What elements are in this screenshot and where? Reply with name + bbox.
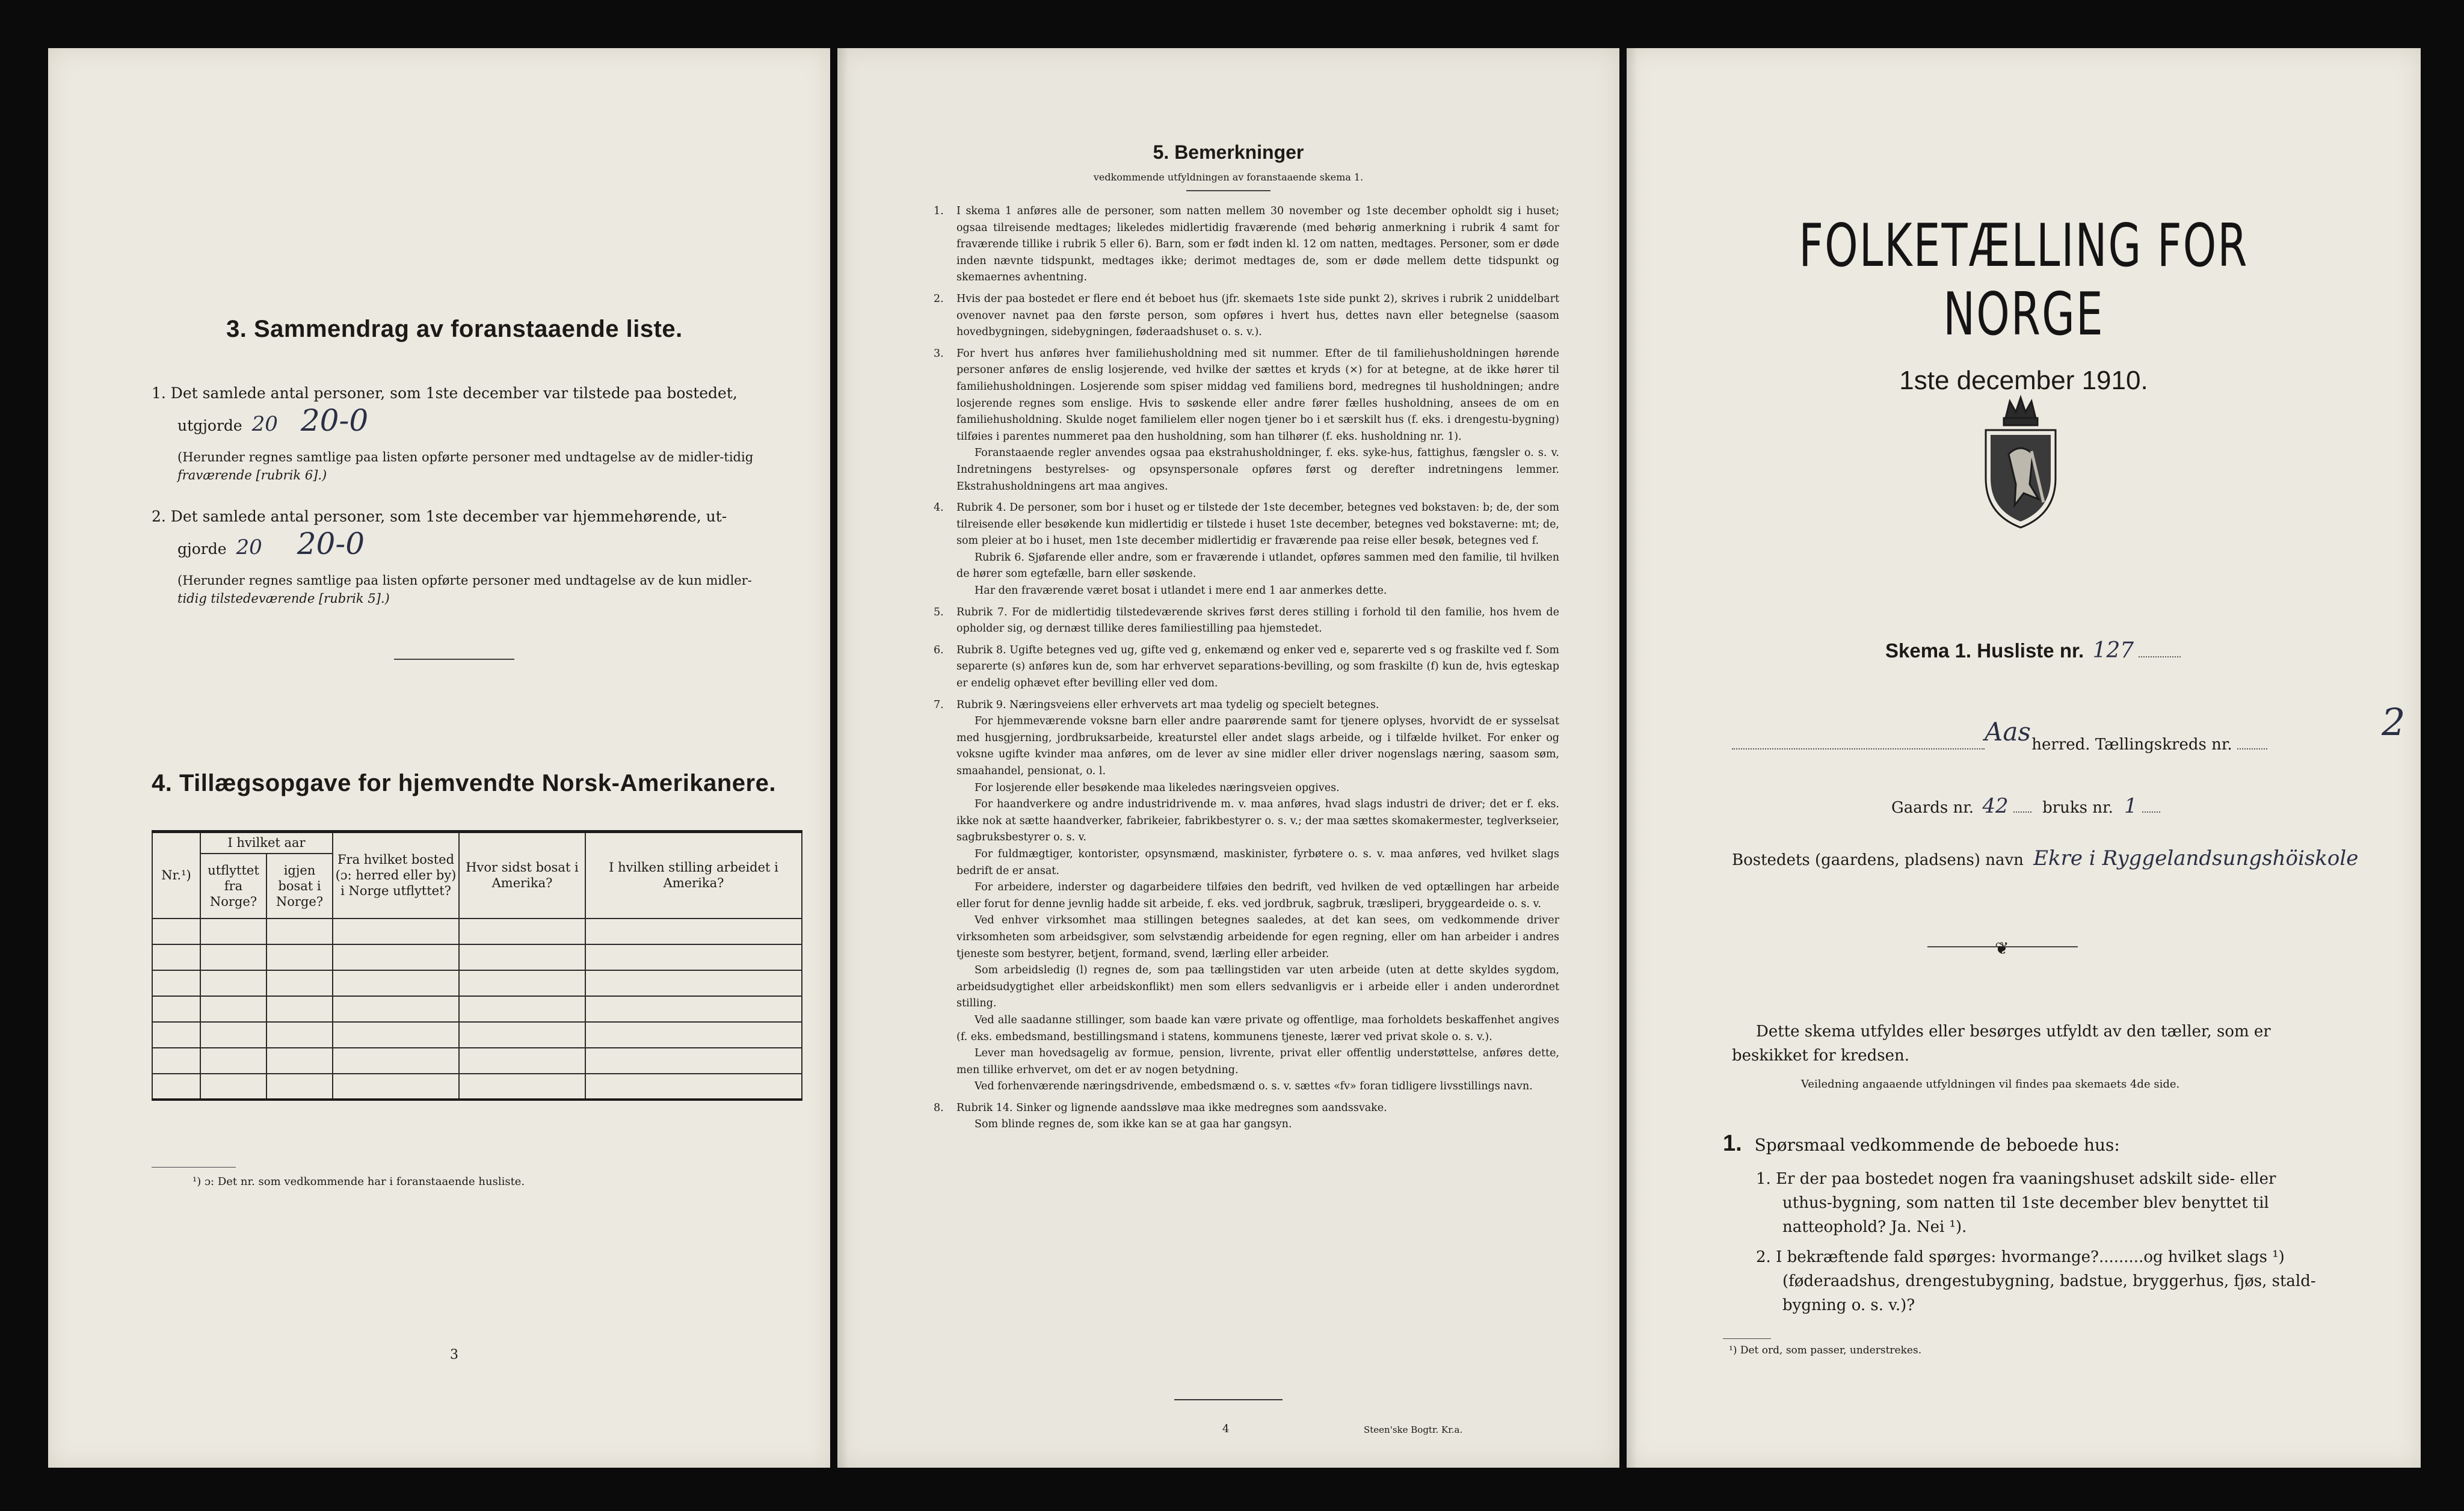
table-row bbox=[152, 1022, 802, 1048]
item-1-handwritten-total: 20-0 bbox=[300, 403, 369, 438]
item-2-utgjorde-row bbox=[177, 526, 779, 568]
husliste-number: 127 bbox=[2092, 638, 2134, 663]
gaards-number: 42 bbox=[1982, 794, 2009, 818]
list-item: 2. Hvis der paa bostedet er flere end ét beboet hus (jfr. skemaets 1ste side punkt 2), skrives i rubrik 2 uniddelbart ovenover navnet paa den første person, som opføres i hvert hus, dettes navn eller betegnelse (saasom hovedbygningen, sidebygningen, føderaadshuset o. s. v.). bbox=[934, 292, 1559, 339]
item-1-handwritten-count: 20 bbox=[251, 412, 278, 436]
title-rule bbox=[1186, 190, 1270, 191]
ornament-icon: ❦ bbox=[1995, 938, 2009, 958]
footnote-rule bbox=[152, 1167, 236, 1168]
item-2-handwritten-total: 20-0 bbox=[297, 526, 365, 561]
bruks-label: bruks nr. bbox=[2042, 799, 2113, 817]
main-title: FOLKETÆLLING FOR NORGE bbox=[1799, 212, 2249, 349]
item-2-handwritten-count: 20 bbox=[236, 535, 262, 559]
bruks-number: 1 bbox=[2124, 794, 2137, 818]
herred-handwritten: Aas bbox=[1985, 717, 2031, 746]
question-1-heading: 1. Spørsmaal vedkommende de beboede hus: bbox=[1723, 1131, 2120, 1156]
item-2-text: 2. Det samlede antal personer, som 1ste december var hjemmehørende, ut- bbox=[152, 508, 727, 525]
bosted-handwritten: Ekre i Ryggelandsungshöiskole bbox=[2033, 846, 2359, 870]
col-igjen-header: igjen bosat i Norge? bbox=[266, 854, 333, 919]
herred-label: herred. Tællingskreds nr. bbox=[2031, 736, 2232, 754]
bemerkninger-title: 5. Bemerkninger bbox=[1153, 141, 1304, 163]
page-number-3: 3 bbox=[450, 1347, 458, 1362]
skema-label: Skema 1. Husliste nr. bbox=[1885, 639, 2084, 662]
list-item: 3. For hvert hus anføres hver familiehusholdning med sit nummer. Efter de til familiehusholdningen hørende personer anføres de enslig losjerende, ved hvilke der sættes et kryds (×) for at betegne, at de ikke hører til familiehusholdningen. Losjerende som spiser middag ved familiens bord, medregnes til husholdningen; andre losjerende regnes som enslige. Hvis to søskende eller andre fører fælles husholdning, ansees de om en familiehusholdning. Skulde noget familielem eller nogen tjener bo i et særskilt hus (f. eks. i drengestu-bygning) tilføies i parentes nummeret paa den husholdning, som han tilhører (f. eks. husholdning nr. 1). Foranstaaende regler anvendes ogsaa paa ekstrahusholdninger, f. eks. syke-hus, fattighus, fængsler o. s. v. Indretningens bestyrelses- og opsynspersonale opføres først og derefter indretningens lemmer. Ekstrahusholdningens art maa angives. bbox=[934, 347, 1559, 493]
divider bbox=[394, 659, 514, 660]
table-row bbox=[152, 1048, 802, 1074]
question-1-2: 2. I bekræftende fald spørges: hvormange?.........og hvilket slags ¹) (føderaadshus, drengestubygning, badstue, bryggerhus, fjøs, stald- bygning o. s. v.)? bbox=[1756, 1248, 2316, 1314]
fill-guidance: Veiledning angaaende utfyldningen vil findes paa skemaets 4de side. bbox=[1801, 1078, 2180, 1091]
item-1-note: (Herunder regnes samtlige paa listen opførte personer med undtagelse av de midler-tidig fraværende [rubrik 6].) bbox=[177, 450, 754, 482]
table-row bbox=[152, 970, 802, 996]
norsk-amerikaner-table bbox=[152, 830, 802, 1101]
coat-of-arms-icon bbox=[1973, 394, 2069, 532]
col-nr-header: Nr.¹) bbox=[152, 832, 200, 919]
fill-instruction: Dette skema utfyldes eller besørges utfyldt av den tæller, som er beskikket for kredsen. bbox=[1732, 1023, 2271, 1065]
end-rule bbox=[1174, 1399, 1283, 1400]
footnote-rule bbox=[1723, 1338, 1771, 1339]
list-item: 7. Rubrik 9. Næringsveiens eller erhvervets art maa tydelig og specielt betegnes. For hjemmeværende voksne barn eller andre paarørende samt for tjenere oplyses, hvorvidt de er sysselsat med husgjerning, jordbruksarbeide, kreaturstel eller andet slags arbeide, og i tilfælde hvilket. For enker og voksne ugifte kvinder maa anføres, om de lever av sine midler eller driver nogenslags næring, saasom søm, smaahandel, pensionat, o. l. For losjerende eller besøkende maa likeledes næringsveien opgives. For haandverkere og andre industridrivende m. v. maa anføres, hvad slags industri de driver; det er f. eks. ikke nok at sætte haandverker, fabrikeier, fabrikbestyrer o. s. v.; der maa sættes skomakermester, teglverkseier, sagbruksbestyrer o. s. v. For fuldmægtiger, kontorister, opsynsmænd, maskinister, fyrbøtere o. s. v. maa anføres, ved hvilket slags bedrift de er ansat. For arbeidere, inderster og dagarbeidere tilføies den bedrift, ved hvilken de ved optællingen har arbeide eller forut for denne jevnlig hadde sit arbeide, f. eks. ved jordbruk, sagbruk, træsliperi, bryggeardeide o. s. v. Ved enhver virksomhet maa stillingen betegnes saaledes, at det kan sees, om vedkommende driver virksomheten som arbeidsgiver, som selvstændig arbeidende for egen regning, eller om han arbeider i andres tjeneste som bestyrer, betjent, formand, svend, lærling eller arbeider. Som arbeidsledig (l) regnes de, som paa tællingstiden var uten arbeide (uten at dette skyldes sygdom, arbeidsudygtighet eller arbeidskonflikt) men som ellers sedvanligvis er i arbeide eller i anden underordnet stilling. Ved alle saadanne stillinger, som baade kan være private og offentlige, maa forholdets beskaffenhet angives (f. eks. embedsmand, bestillingsmand i statens, kommunens tjeneste, lærer ved privat skole o. s. v.). Lever man hovedsagelig av formue, pension, livrente, privat eller offentlig understøttelse, anføres dette, men tillike erhvervet, om det er av nogen betydning. Ved forhenværende næringsdrivende, embedsmænd o. s. v. sættes «fv» foran tidligere livsstillings navn. bbox=[934, 698, 1559, 1093]
fold-shadow bbox=[837, 48, 848, 1468]
table-row bbox=[152, 996, 802, 1022]
bosted-label: Bostedets (gaardens, pladsens) navn bbox=[1732, 851, 2024, 869]
question-1-1: 1. Er der paa bostedet nogen fra vaaningshuset adskilt side- eller uthus-bygning, som natten til 1ste december blev benyttet til natteophold? Ja. Nei ¹). bbox=[1756, 1170, 2276, 1236]
fold-shadow bbox=[1627, 48, 1637, 1468]
col-stilling-header: I hvilken stilling arbeidet i Amerika? bbox=[585, 832, 802, 919]
right-footnote: ¹) Det ord, som passer, understrekes. bbox=[1729, 1344, 1922, 1356]
taellingskreds-number: 2 bbox=[2382, 700, 2406, 744]
list-item: 5. Rubrik 7. For de midlertidig tilstedeværende skrives først deres stilling i forhold til den familie, hos hvem de opholder sig, og dernæst tillike deres familiestilling paa hjemstedet. bbox=[934, 606, 1559, 635]
item-1-utgjorde-row bbox=[177, 403, 779, 445]
gaards-label: Gaards nr. bbox=[1891, 799, 1974, 817]
section-3-title: 3. Sammendrag av foranstaaende liste. bbox=[226, 316, 683, 342]
page-left bbox=[48, 48, 830, 1468]
list-item: 1. I skema 1 anføres alle de personer, som natten mellem 30 november og 1ste december opholdt sig i huset; ogsaa tilreisende medtages; likeledes midlertidig fraværende (med behørig anmerkning i rubrik 4 samt for fraværende tillike i rubrik 5 eller 6). Barn, som er født inden kl. 12 om natten, medtages. Personer, som er døde inden nævnte tidspunkt, medtages ikke; derimot medtages de, som er døde mellem dette tidspunkt og skemaernes avhentning. bbox=[934, 205, 1559, 284]
list-item: 8. Rubrik 14. Sinker og lignende aandssløve maa ikke medregnes som aandssvake. Som blinde regnes de, som ikke kan se at gaa har gangsyn. bbox=[934, 1101, 1387, 1131]
herred-row bbox=[1732, 700, 2406, 764]
bemerkninger-subtitle: vedkommende utfyldningen av foranstaaende skema 1. bbox=[1093, 171, 1364, 183]
item-2-note: (Herunder regnes samtlige paa listen opførte personer med undtagelse av de kun midler- tidig tilstedeværende [rubrik 5].) bbox=[177, 573, 752, 606]
list-item: 4. Rubrik 4. De personer, som bor i huset og er tilstede der 1ste december, betegnes ved bokstaven: b; de, der som tilreisende eller besøkende kun midlertidig er tilstede i huset 1ste december, betegnes ved bokstaverne: mt; de, som pleier at bo i huset, men 1ste december midlertidig er fraværende paa reise eller besøk, betegnes ved f. Rubrik 6. Sjøfarende eller andre, som er fraværende i utlandet, opføres sammen med den familie, til hvilken de hører som egtefælle, barn eller søskende. Har den fraværende været bosat i utlandet i mere end 1 aar anmerkes dette. bbox=[934, 502, 1559, 597]
page-middle bbox=[837, 48, 1619, 1468]
gjorde-label: gjorde bbox=[177, 540, 227, 558]
page-right bbox=[1627, 48, 2421, 1468]
table-row bbox=[152, 1074, 802, 1100]
census-date: 1ste december 1910. bbox=[1899, 366, 2148, 395]
item-1-text: 1. Det samlede antal personer, som 1ste december var tilstede paa bostedet, bbox=[152, 384, 738, 402]
col-utflyttet-header: utflyttet fra Norge? bbox=[200, 854, 266, 919]
page-number-4: 4 bbox=[1222, 1423, 1230, 1435]
table-footnote: ¹) ɔ: Det nr. som vedkommende har i foranstaaende husliste. bbox=[192, 1175, 525, 1188]
skema-row bbox=[1885, 638, 2181, 663]
col-group-header: I hvilket aar bbox=[200, 832, 333, 854]
bemerkninger-list bbox=[934, 203, 1559, 1133]
col-hvor-header: Hvor sidst bosat i Amerika? bbox=[459, 832, 585, 919]
table-row bbox=[152, 944, 802, 970]
gaards-row bbox=[1891, 796, 2160, 818]
section-4-title: 4. Tillægsopgave for hjemvendte Norsk-Amerikanere. bbox=[152, 770, 776, 796]
table-row bbox=[152, 919, 802, 944]
printer-imprint: Steen'ske Bogtr. Kr.a. bbox=[1364, 1424, 1463, 1435]
utgjorde-label: utgjorde bbox=[177, 417, 242, 434]
list-item: 6. Rubrik 8. Ugifte betegnes ved ug, gifte ved g, enkemænd og enker ved e, separerte ved s og fraskilte ved f. Som separerte (s) anføres kun de, som har erhvervet separations-bevilling, og som fraskilte (f) kun de, hvis egteskap er endelig ophævet efter bevilling eller ved dom. bbox=[934, 644, 1559, 690]
bosted-row bbox=[1732, 848, 2358, 870]
col-fra-header: Fra hvilket bosted (ɔ: herred eller by) i Norge utflyttet? bbox=[333, 832, 459, 919]
